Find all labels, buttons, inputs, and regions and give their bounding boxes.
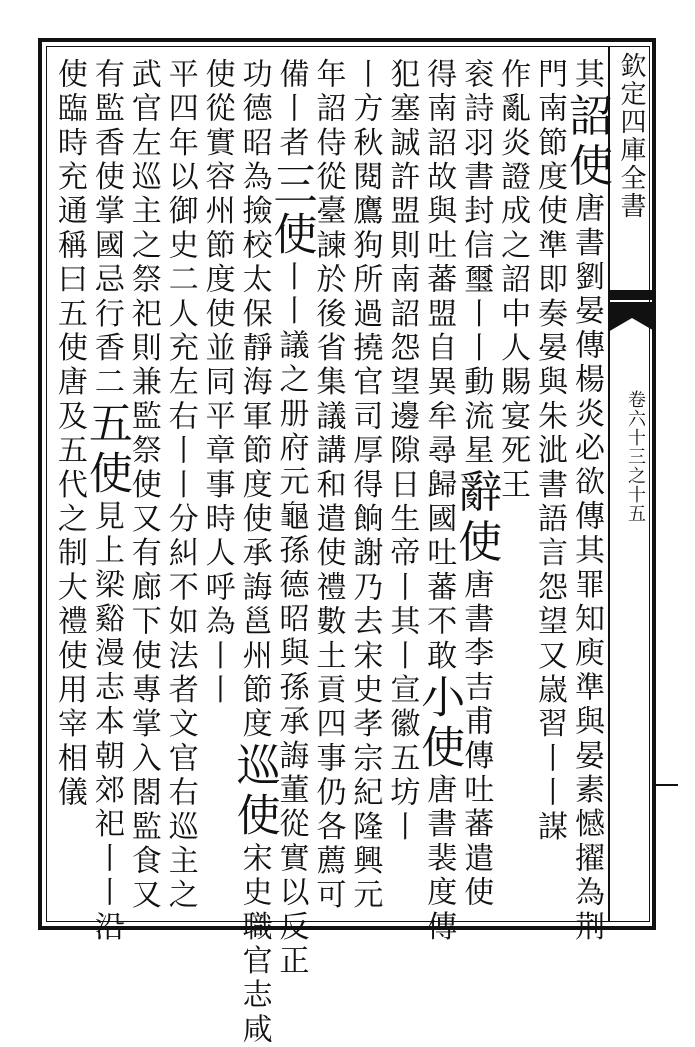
text-segment: 唐及五代之制大禮使用宰相儀 (51, 365, 87, 811)
text-segment: 作亂炎證成之詔中人賜宴死王 (495, 58, 531, 503)
text-column-14 (80, 58, 132, 945)
text-segment: 門南節度使準即奏晏與朱泚書語言怨望又𡻕習丨丨謀 (532, 58, 568, 845)
section-heading: 巡使 (228, 742, 280, 842)
text-segment: 其 (568, 58, 604, 93)
text-segment: 見上梁谿漫志本朝郊祀丨丨沿 (88, 500, 124, 945)
text-column-2 (530, 58, 567, 918)
text-segment: 使從實容州節度使並同平章事時人呼為丨丨 (199, 58, 235, 708)
text-column-7 (345, 58, 382, 918)
text-segment: 武官左巡主之祭祀則兼監祭使又有廊下使專掌入閤監食又 (125, 58, 161, 913)
margin-tick-line (652, 784, 678, 786)
text-column-6 (382, 58, 419, 918)
text-segment: 功德昭為撿校太保靜海軍節度使承誨邕州節度 (236, 58, 272, 742)
section-heading: 三使 (265, 160, 317, 261)
text-column-5 (413, 58, 465, 945)
margin-header: 欽定四庫全書 (616, 52, 646, 220)
text-column-12 (161, 58, 198, 918)
text-segment: 唐書李吉甫傳吐蕃遣使 (458, 568, 494, 911)
text-column-11 (198, 58, 235, 918)
text-segment: 備丨者 (273, 58, 309, 161)
text-segment: 唐書劉晏傳楊炎必欲傳其罪知庾準與晏素憾擢為荆 (568, 192, 604, 945)
text-segment: 平四年以御史二人充左右丨丨分糾不如法者文官右巡主之 (162, 58, 198, 913)
text-segment: 宋史職官志咸 (236, 842, 272, 1047)
text-segment: 唐書裴度傳 (421, 773, 457, 945)
text-segment: 年詔侍從臺諫於後省集議講和遣使禮數土貢四事仍各薦可 (310, 58, 346, 913)
text-segment: 使臨時充通稱曰五使 (51, 58, 87, 366)
section-heading: 五使 (80, 400, 132, 500)
fish-tail-ornament-icon (606, 288, 658, 334)
text-column-15 (50, 58, 87, 918)
text-column-1 (560, 58, 612, 945)
text-column-10 (228, 58, 280, 1047)
section-heading: 小使 (413, 673, 465, 774)
text-column-4 (450, 58, 502, 918)
text-segment: 宣徽五坊丨 (384, 673, 420, 845)
section-heading: 辭使 (450, 468, 502, 569)
text-segment: 得南詔故與吐蕃盟自異牟尋歸國吐蕃不敢 (421, 58, 457, 674)
text-segment: 犯塞誠許盟則南詔怨望邊隙日生帝丨其丨 (384, 58, 420, 674)
section-heading: 詔使 (560, 92, 612, 193)
text-segment: 衮詩羽書封信璽丨丨動流星 (458, 58, 494, 469)
text-segment: 有監香使掌國忌行香二 (88, 58, 124, 400)
margin-volume: 卷六十三之十五 (625, 390, 646, 523)
text-segment: 丨丨議之册府元龜孫德昭與孫承誨董從實以反正 (273, 260, 309, 979)
text-segment: 丨方秋閱鷹狗所過撓官司厚得餉謝乃去宋史孝宗紀隆興元 (347, 58, 383, 913)
